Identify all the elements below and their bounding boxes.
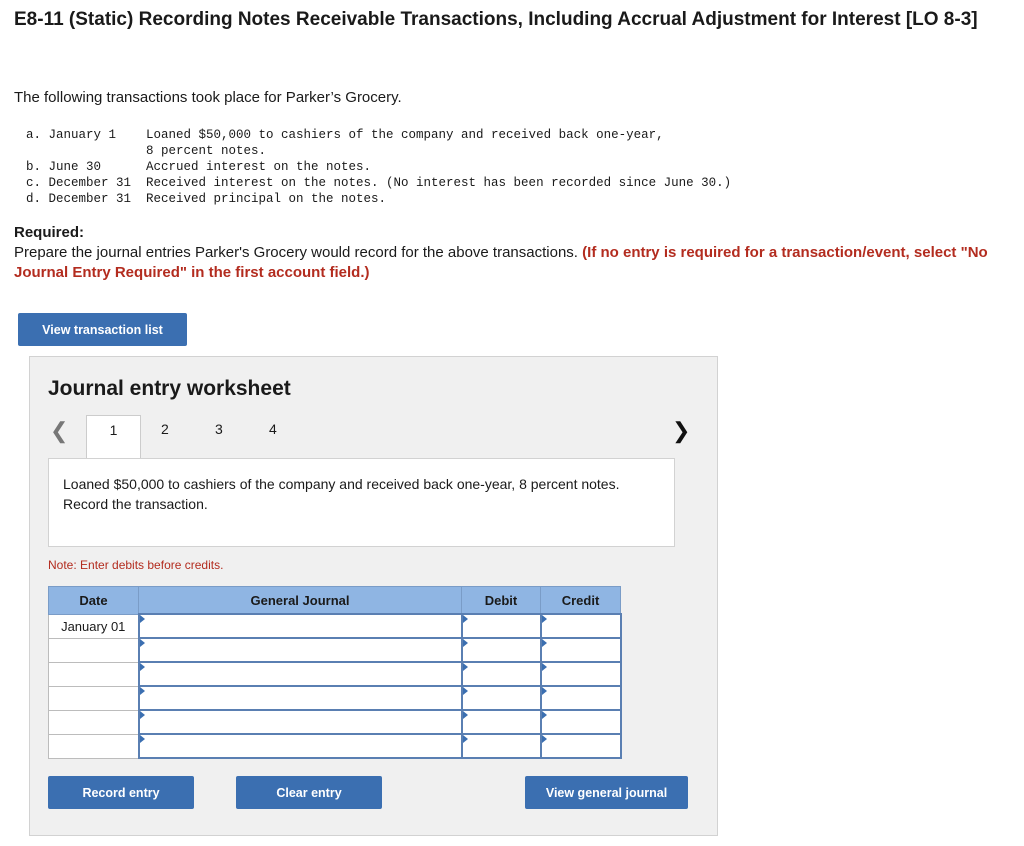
debit-field[interactable] xyxy=(462,686,541,710)
worksheet-tabs xyxy=(30,415,717,459)
intro-text: The following transactions took place for Parker’s Grocery. xyxy=(14,89,402,106)
table-header-row xyxy=(49,587,621,615)
date-cell xyxy=(49,710,139,734)
table-row xyxy=(49,614,621,638)
column-header-date: Date xyxy=(49,587,139,615)
table-row xyxy=(49,734,621,758)
credit-field[interactable] xyxy=(541,662,621,686)
table-row xyxy=(49,686,621,710)
transaction-row xyxy=(26,191,806,207)
table-row xyxy=(49,638,621,662)
transaction-key: b. June 30 xyxy=(26,160,102,174)
account-field[interactable] xyxy=(139,638,462,662)
transaction-key: a. January 1 xyxy=(26,128,117,142)
transaction-row xyxy=(26,127,806,159)
debit-field[interactable] xyxy=(462,662,541,686)
entry-note: Note: Enter debits before credits. xyxy=(48,558,224,572)
tab-3[interactable]: 3 xyxy=(215,421,223,437)
credit-field[interactable] xyxy=(541,734,621,758)
required-instruction: (If no entry is required for a transaction/event, select "No Journal Entry Required" in the first account field.) xyxy=(14,244,988,281)
debit-field[interactable] xyxy=(462,614,541,638)
account-field[interactable] xyxy=(139,686,462,710)
transaction-row xyxy=(26,175,806,191)
transaction-text: Accrued interest on the notes. xyxy=(146,160,372,174)
transaction-text: Received principal on the notes. xyxy=(146,192,387,206)
tab-2[interactable]: 2 xyxy=(161,421,169,437)
chevron-left-icon[interactable]: ❮ xyxy=(50,418,69,443)
transaction-description: Loaned $50,000 to cashiers of the company and received back one-year, 8 percent notes. Record the transaction. xyxy=(48,458,675,547)
transaction-key: d. December 31 xyxy=(26,192,132,206)
debit-field[interactable] xyxy=(462,638,541,662)
credit-field[interactable] xyxy=(541,638,621,662)
debit-field[interactable] xyxy=(462,710,541,734)
transaction-row xyxy=(26,159,806,175)
clear-entry-button[interactable]: Clear entry xyxy=(236,776,382,809)
required-heading: Required: xyxy=(14,224,85,241)
account-field[interactable] xyxy=(139,614,462,638)
date-cell xyxy=(49,662,139,686)
transaction-text: Loaned $50,000 to cashiers of the company and received back one-year, 8 percent notes. xyxy=(146,128,664,158)
required-text: Prepare the journal entries Parker's Grocery would record for the above transactions. xyxy=(14,244,578,261)
worksheet-title: Journal entry worksheet xyxy=(48,377,291,400)
column-header-debit: Debit xyxy=(462,587,541,615)
date-cell xyxy=(49,686,139,710)
transaction-text: Received interest on the notes. (No interest has been recorded since June 30.) xyxy=(146,176,732,190)
view-general-journal-button[interactable]: View general journal xyxy=(525,776,688,809)
transaction-key: c. December 31 xyxy=(26,176,132,190)
table-row xyxy=(49,662,621,686)
record-entry-button[interactable]: Record entry xyxy=(48,776,194,809)
table-row xyxy=(49,710,621,734)
credit-field[interactable] xyxy=(541,710,621,734)
date-cell xyxy=(49,638,139,662)
journal-entry-worksheet xyxy=(29,356,718,836)
credit-field[interactable] xyxy=(541,614,621,638)
chevron-right-icon[interactable]: ❯ xyxy=(672,418,691,443)
column-header-credit: Credit xyxy=(541,587,621,615)
account-field[interactable] xyxy=(139,662,462,686)
view-transaction-list-button[interactable]: View transaction list xyxy=(18,313,187,346)
debit-field[interactable] xyxy=(462,734,541,758)
date-cell xyxy=(49,734,139,758)
transaction-list xyxy=(26,127,806,207)
credit-field[interactable] xyxy=(541,686,621,710)
tab-4[interactable]: 4 xyxy=(269,421,277,437)
tab-1[interactable]: 1 xyxy=(86,415,141,460)
journal-table xyxy=(48,586,622,759)
date-cell: January 01 xyxy=(49,614,139,638)
account-field[interactable] xyxy=(139,734,462,758)
account-field[interactable] xyxy=(139,710,462,734)
required-section xyxy=(14,223,1009,283)
column-header-general-journal: General Journal xyxy=(139,587,462,615)
page-title: E8-11 (Static) Recording Notes Receivable Transactions, Including Accrual Adjustment for Interest [LO 8-3] xyxy=(14,9,978,30)
